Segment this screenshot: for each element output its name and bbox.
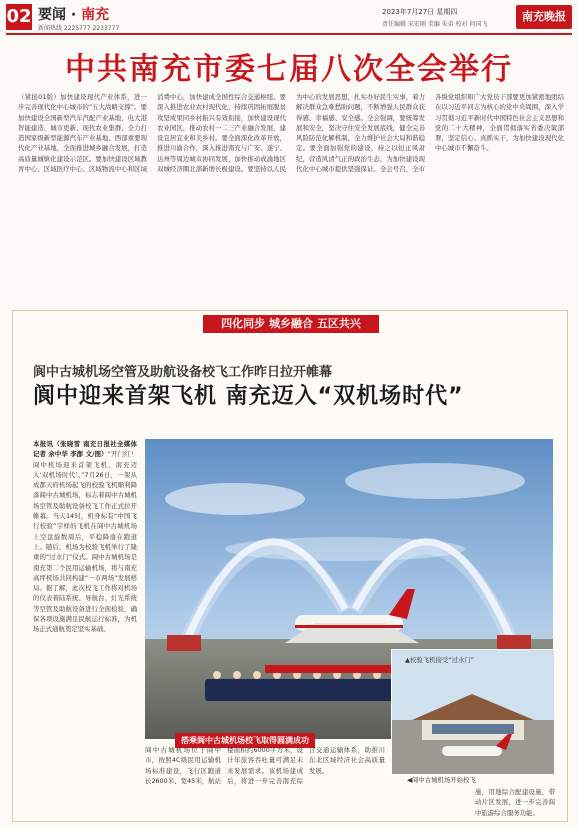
article-title: 阆中迎来首架飞机 南充迈入“双机场时代” [33,384,464,409]
section-accent: 南充 [81,7,110,23]
article-bottom-right: 施，用地综合配建设施，带动片区发展，进一步完善阆中旅游综合服务功能。 [475,788,555,817]
header-divider [6,33,572,35]
article-body-text: “开门红！阆中机场迎来首架飞机，南充迈入‘双机场时代’。”7月26日，一架从成都天府机场起飞的校验飞机顺利降落阆中古城机场，标志着阆中古城机场空管及助航设备校飞工作正式拉开帷幕。当天14时，机身标有“中国飞行校验”字样的飞机在阆中古城机场上空盘旋数周后，平稳降落在跑道上。随后，机场为校验飞机举行了隆重的“过水门”仪式。阆中古城机场是南充第二个民用运输机场，将与南充高坪机场共同构建“一市两场”发展格局。据了解，此次校飞工作将对机场的仪表着陆系统、导航台、灯光系统等空管及助航设备进行全面检验，确保各项设施满足民航运行标准，为机场正式通航奠定坚实基础。 [33,450,138,634]
article-bottom-columns: 阆中古城机场位于阆中市，按照4C级民用运输机场标准建设，飞行区跑道长2600米、宽45米，航站楼面积约6000平方米，设计年旅客吞吐量可满足未来发展需求。该机场建成后，将进一步完善南充综合交通运输体系，助推川东北区域经济社会高质量发展。 [145,746,385,785]
section-name: 要闻 [38,7,66,23]
lead-headline: 中共南充市委七届八次全会举行 [65,52,513,87]
special-report-box [12,310,568,822]
article-byline: 本报讯（张晓雪 南充日报社全媒体记者 余中华 李澎 文/图） [33,440,137,459]
page-number: 02 [6,4,32,30]
inset-caption-top: ▲校验飞机接受“过水门” [405,656,475,664]
lead-article-body: （紧接01版）加快建设现代产业体系，进一步完善现代化中心城市的“五大战略支撑”。要加快建设全国新型汽车汽配产业基地，电大港智能建造、城市更新、现代农业集群，全力打造国家级新型能源汽车产业基地、西部重要现代化产业基地，全面推进城乡融合发展，打造高质量城镇化建设示范区。要加快建设区域教育中心、区域医疗中心、区域物流中心和区域消费中心，加快建成全国性综合交通枢纽。要深入推进农业农村现代化，持续巩固拓展脱贫攻坚成果同乡村振兴有效衔接，加快建设现代农业园区，推动农村一二三产业融合发展，建设宜居宜业和美乡村。要全面深化改革开放，推进川渝合作，深入推进南充与广安、遂宁、达州等周边城市协同发展，加快推动成渝地区双城经济圈北部新增长极建设。要坚持以人民为中心的发展思想，扎实办好民生实事，着力解决群众急难愁盼问题，不断增强人民群众获得感、幸福感、安全感。全会强调，要统筹发展和安全，坚决守住安全发展底线，健全完善风险防范化解机制，全力维护社会大局和谐稳定。要全面加强党的建设，持之以恒正风肃纪，营造风清气正的政治生态，为加快建设现代化中心城市提供坚强保证。全会号召，全市各级党组织和广大党员干部要更加紧密地团结在以习近平同志为核心的党中央周围，深入学习贯彻习近平新时代中国特色社会主义思想和党的二十大精神，全面贯彻落实省委决策部署，坚定信心、真抓实干，为加快建设现代化中心城市不懈奋斗。 [18,93,564,174]
article-left-column [33,439,137,817]
newspaper-logo: 南充晚报 [516,5,572,29]
editor-credits: 责任编辑 宋宏刚 美编 朱弟 校对 何国飞 [382,21,488,28]
page-header [0,0,578,36]
terminal-illustration [392,650,554,774]
photo-caption-banner: 搭乘阆中古城机场校飞取得圆满成功 [175,733,315,748]
special-banner: 四化同步 城乡融合 五区共兴 [203,315,379,333]
inset-photo [391,649,553,773]
issue-date: 2023年7月27日 星期四 [382,8,458,16]
inset-caption-bottom: ◀阆中古城机场开始校飞 [407,776,476,784]
section-title: 要闻 · 南充 [38,7,110,23]
article-subheadline: 阆中古城机场空管及助航设备校飞工作昨日拉开帷幕 [33,365,333,380]
news-hotline: 新闻热线 2225777 2233777 [38,25,120,32]
